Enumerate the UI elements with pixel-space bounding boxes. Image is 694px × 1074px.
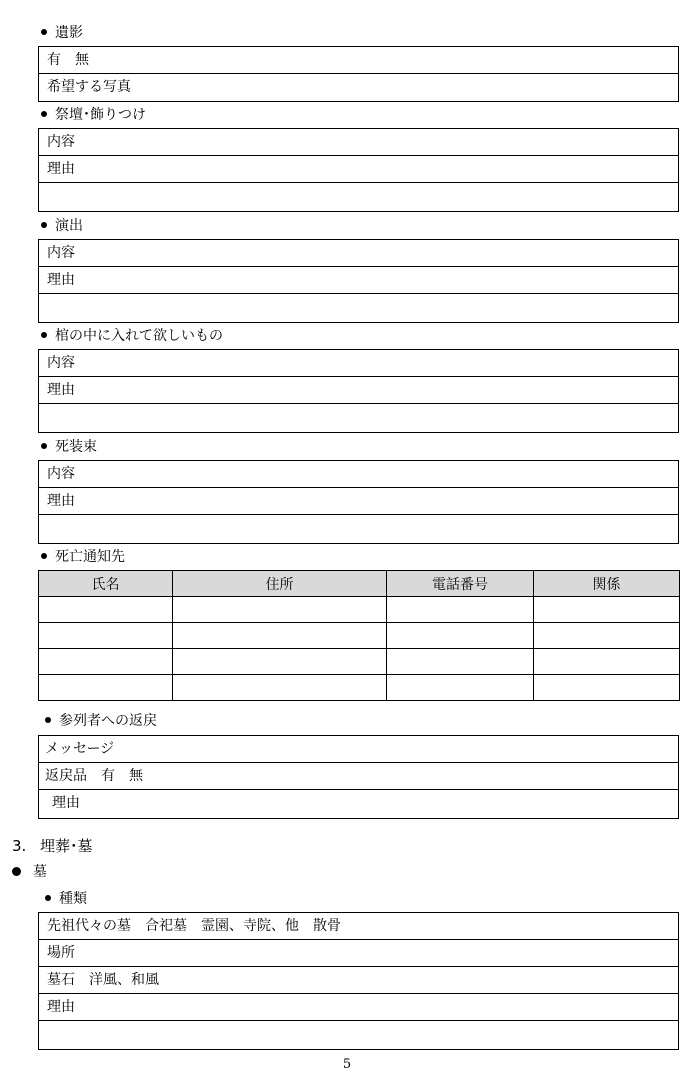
section-title-portrait [38, 24, 83, 42]
altar-box [38, 128, 679, 212]
section-title-burial-clothes [38, 438, 97, 456]
bullet-icon [41, 332, 47, 338]
kind-reason-row[interactable]: 理由 [39, 994, 678, 1021]
section-title-kind [42, 890, 87, 908]
performance-blank-row[interactable] [39, 294, 678, 322]
section-title-text: 遺影 [55, 25, 83, 41]
table-row [39, 675, 680, 701]
performance-reason-row[interactable]: 理由 [39, 267, 678, 294]
chapter-number: 3. [12, 837, 27, 855]
table-cell[interactable] [387, 623, 534, 649]
bullet-icon [41, 443, 47, 449]
table-cell[interactable] [39, 675, 173, 701]
section-title-text: 参列者への返戻 [59, 713, 157, 729]
burial-clothes-content-row[interactable]: 内容 [39, 461, 678, 488]
burial-clothes-box [38, 460, 679, 544]
section-title-return-gift [42, 712, 157, 730]
table-row [39, 597, 680, 623]
kind-stone-row[interactable]: 墓石 洋風、和風 [39, 967, 678, 994]
kind-type-row[interactable]: 先祖代々の墓 合祀墓 霊園、寺院、他 散骨 [39, 913, 678, 940]
coffin-blank-row[interactable] [39, 404, 678, 432]
bullet-icon [41, 111, 47, 117]
grave-bullet-label: 墓 [33, 864, 47, 880]
section-title-text: 種類 [59, 891, 87, 907]
section-title-performance [38, 217, 83, 235]
table-cell[interactable] [173, 597, 387, 623]
notification-table [38, 570, 680, 701]
grave-bullet [12, 862, 47, 882]
table-row [39, 649, 680, 675]
column-header-name: 氏名 [39, 571, 173, 597]
table-cell[interactable] [534, 623, 680, 649]
kind-place-row[interactable]: 場所 [39, 940, 678, 967]
bullet-icon [12, 867, 21, 876]
altar-blank-row[interactable] [39, 183, 678, 211]
portrait-yes-no-row[interactable]: 有 無 [39, 47, 678, 74]
section-title-text: 祭壇･飾りつけ [55, 107, 146, 123]
table-cell[interactable] [534, 597, 680, 623]
portrait-box [38, 46, 679, 102]
section-title-text: 演出 [55, 218, 83, 234]
column-header-address: 住所 [173, 571, 387, 597]
table-cell[interactable] [534, 649, 680, 675]
section-title-text: 死亡通知先 [55, 549, 125, 565]
table-cell[interactable] [387, 597, 534, 623]
section-title-coffin [38, 327, 223, 345]
return-gift-reason-row[interactable]: 理由 [52, 795, 80, 811]
kind-box [38, 912, 679, 1050]
table-cell[interactable] [39, 649, 173, 675]
bullet-icon [41, 222, 47, 228]
table-cell[interactable] [173, 623, 387, 649]
table-cell[interactable] [387, 649, 534, 675]
bullet-icon [45, 717, 51, 723]
table-header-row [39, 571, 680, 597]
section-title-altar [38, 106, 146, 124]
chapter-heading [12, 835, 93, 857]
altar-reason-row[interactable]: 理由 [39, 156, 678, 183]
table-cell[interactable] [173, 649, 387, 675]
return-gift-message-row[interactable]: メッセージ [39, 736, 678, 763]
bullet-icon [41, 29, 47, 35]
section-title-notification [38, 548, 125, 566]
table-cell[interactable] [39, 623, 173, 649]
return-gift-box [38, 735, 679, 819]
burial-clothes-reason-row[interactable]: 理由 [39, 488, 678, 515]
column-header-phone: 電話番号 [387, 571, 534, 597]
bullet-icon [41, 553, 47, 559]
table-cell[interactable] [387, 675, 534, 701]
section-title-text: 死装束 [55, 439, 97, 455]
table-row [39, 623, 680, 649]
coffin-box [38, 349, 679, 433]
performance-box [38, 239, 679, 323]
burial-clothes-blank-row[interactable] [39, 515, 678, 543]
coffin-content-row[interactable]: 内容 [39, 350, 678, 377]
kind-blank-row[interactable] [39, 1021, 678, 1049]
bullet-icon [45, 895, 51, 901]
coffin-reason-row[interactable]: 理由 [39, 377, 678, 404]
table-cell[interactable] [534, 675, 680, 701]
table-cell[interactable] [173, 675, 387, 701]
performance-content-row[interactable]: 内容 [39, 240, 678, 267]
table-cell[interactable] [39, 597, 173, 623]
chapter-title: 埋葬･墓 [40, 837, 93, 855]
return-gift-item-row[interactable]: 返戻品 有 無 [39, 763, 678, 790]
column-header-relation: 関係 [534, 571, 680, 597]
portrait-photo-row[interactable]: 希望する写真 [47, 79, 131, 95]
section-title-text: 棺の中に入れて欲しいもの [55, 328, 223, 344]
altar-content-row[interactable]: 内容 [39, 129, 678, 156]
page-number: 5 [342, 1057, 352, 1072]
